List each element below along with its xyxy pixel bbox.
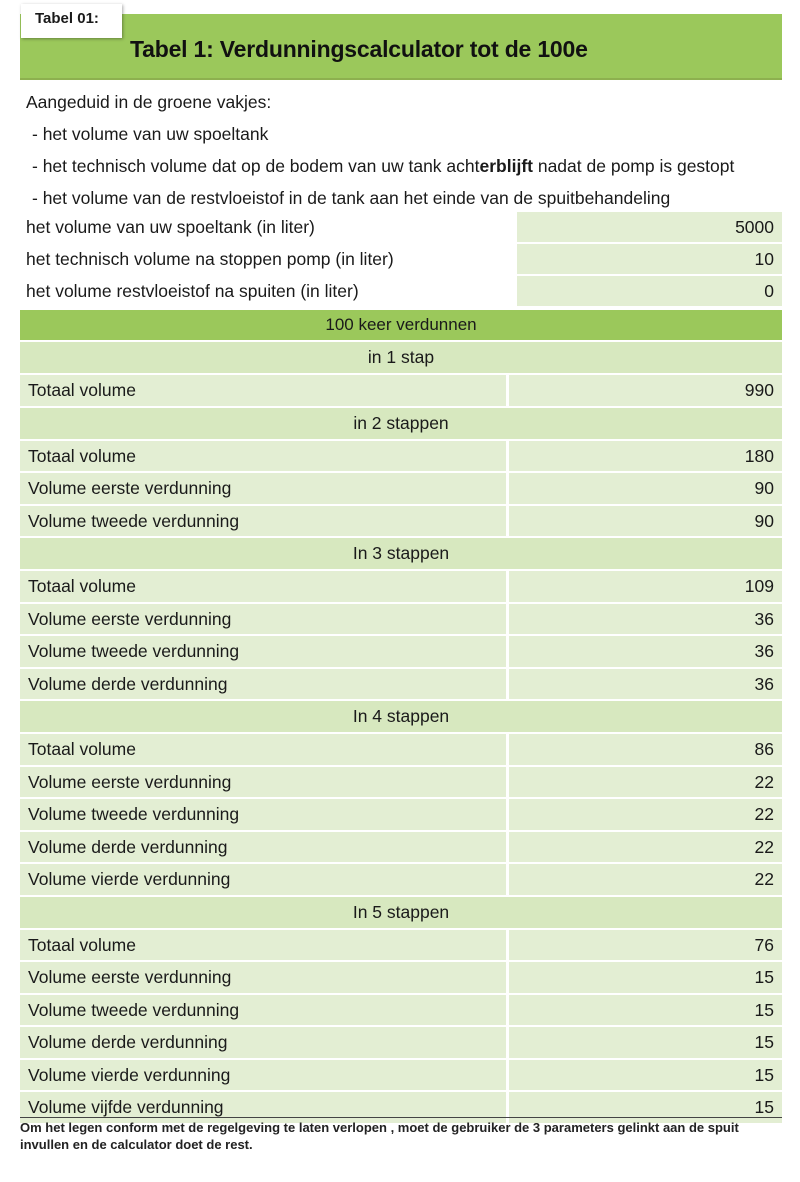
table-tag: Tabel 01: (21, 4, 122, 38)
section-header-2-steps: in 2 stappen (20, 408, 782, 439)
intro-text-part: - het technisch volume dat op de bodem van uw tank acht (32, 156, 480, 176)
row-label: Totaal volume (20, 734, 506, 765)
title-bar (20, 14, 782, 80)
row-value: 15 (509, 995, 782, 1026)
param-row-technical-volume (20, 244, 782, 274)
intro-item-residual-volume: - het volume van de restvloeistof in de tank aan het einde van de spuitbehandeling (32, 188, 671, 208)
intro-item-tank-volume: - het volume van uw spoeltank (32, 124, 269, 144)
results-table (20, 310, 782, 1125)
footnote: Om het legen conform met de regelgeving te laten verlopen , moet de gebruiker de 3 parameters gelinkt aan de spuit invullen en de calculator doet de rest. (20, 1120, 739, 1152)
row-value: 15 (509, 1092, 782, 1123)
table-row (20, 1027, 782, 1058)
row-label: Volume derde verdunning (20, 1027, 506, 1058)
table-row (20, 930, 782, 961)
table-row (20, 962, 782, 993)
row-label: Volume derde verdunning (20, 832, 506, 863)
row-value: 22 (509, 799, 782, 830)
param-row-residual-volume (20, 276, 782, 306)
table-row (20, 636, 782, 667)
row-value: 86 (509, 734, 782, 765)
row-label: Volume tweede verdunning (20, 506, 506, 537)
table-row (20, 864, 782, 895)
row-value: 90 (509, 473, 782, 504)
input-parameters (20, 212, 782, 308)
table-row (20, 1060, 782, 1091)
row-label: Volume eerste verdunning (20, 473, 506, 504)
section-header-5-steps: In 5 stappen (20, 897, 782, 928)
row-value: 180 (509, 441, 782, 472)
param-row-tank-volume (20, 212, 782, 242)
row-label: Volume tweede verdunning (20, 995, 506, 1026)
row-label: Volume tweede verdunning (20, 799, 506, 830)
row-label: Volume vijfde verdunning (20, 1092, 506, 1123)
row-label: Volume vierde verdunning (20, 1060, 506, 1091)
intro-text (26, 86, 786, 214)
section-header-4-steps: In 4 stappen (20, 701, 782, 732)
param-input-technical-volume[interactable]: 10 (517, 244, 782, 274)
row-value: 36 (509, 604, 782, 635)
row-value: 22 (509, 864, 782, 895)
row-value: 22 (509, 767, 782, 798)
param-label: het volume van uw spoeltank (in liter) (26, 217, 315, 237)
row-label: Volume eerste verdunning (20, 604, 506, 635)
page-title: Tabel 1: Verdunningscalculator tot de 100e (130, 36, 588, 62)
param-input-tank-volume[interactable]: 5000 (517, 212, 782, 242)
table-row (20, 832, 782, 863)
intro-text-part: nadat de pomp is gestopt (532, 156, 735, 176)
row-label: Totaal volume (20, 571, 506, 602)
row-value: 22 (509, 832, 782, 863)
table-row (20, 799, 782, 830)
table-row (20, 734, 782, 765)
row-value: 15 (509, 962, 782, 993)
section-header-1-step: in 1 stap (20, 342, 782, 373)
results-header: 100 keer verdunnen (20, 310, 782, 340)
row-value: 36 (509, 669, 782, 700)
row-value: 990 (509, 375, 782, 406)
row-label: Volume tweede verdunning (20, 636, 506, 667)
param-input-residual-volume[interactable]: 0 (517, 276, 782, 306)
table-row (20, 604, 782, 635)
row-label: Volume vierde verdunning (20, 864, 506, 895)
row-label: Volume eerste verdunning (20, 767, 506, 798)
row-value: 76 (509, 930, 782, 961)
row-value: 109 (509, 571, 782, 602)
row-label: Volume eerste verdunning (20, 962, 506, 993)
table-row (20, 375, 782, 406)
row-label: Totaal volume (20, 375, 506, 406)
row-label: Totaal volume (20, 930, 506, 961)
table-row (20, 669, 782, 700)
table-row (20, 441, 782, 472)
table-row (20, 473, 782, 504)
table-row (20, 995, 782, 1026)
row-label: Volume derde verdunning (20, 669, 506, 700)
section-header-3-steps: In 3 stappen (20, 538, 782, 569)
table-row (20, 767, 782, 798)
table-row (20, 506, 782, 537)
row-label: Totaal volume (20, 441, 506, 472)
row-value: 90 (509, 506, 782, 537)
intro-item-technical-volume (26, 150, 786, 182)
row-value: 36 (509, 636, 782, 667)
row-value: 15 (509, 1060, 782, 1091)
divider (20, 1117, 782, 1118)
intro-text-bold: erblijft (479, 156, 533, 176)
param-label: het volume restvloeistof na spuiten (in liter) (26, 281, 359, 301)
intro-heading: Aangeduid in de groene vakjes: (26, 92, 272, 112)
param-label: het technisch volume na stoppen pomp (in liter) (26, 249, 394, 269)
row-value: 15 (509, 1027, 782, 1058)
table-row (20, 571, 782, 602)
